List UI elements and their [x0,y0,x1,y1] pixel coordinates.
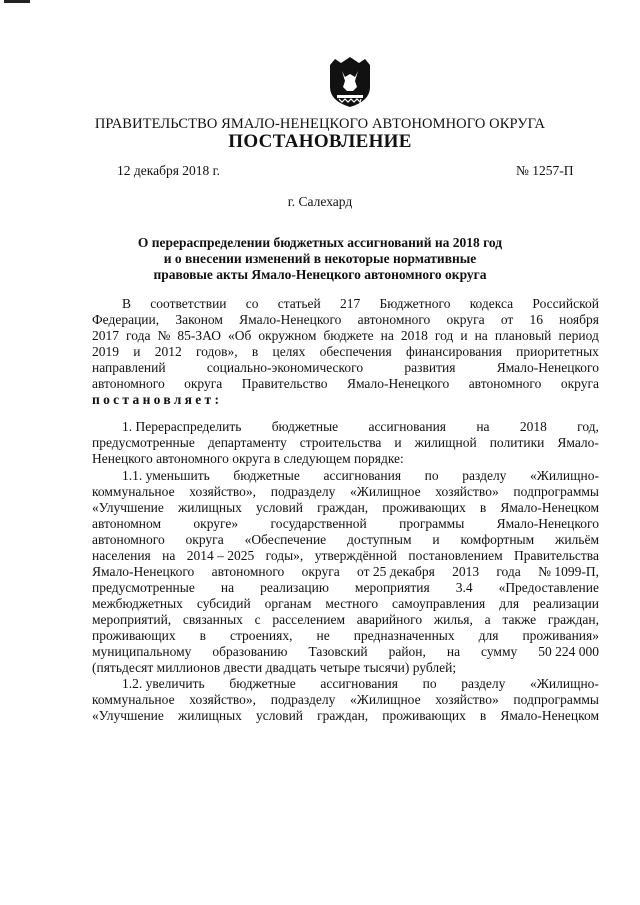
text-line [92,596,599,612]
document-subject [0,235,640,283]
word: «Жилищно- [530,468,599,483]
word: 50 224 000 [538,644,599,659]
word: жилищной [414,435,477,450]
word: 2019 [92,344,119,359]
word: жилищных [177,708,242,723]
word: и [133,344,141,359]
word: подпрограммы [513,484,599,499]
item-1-2-paragraph [92,676,599,724]
text-line [92,500,599,516]
word: годов», [195,344,238,359]
word: жилья, [433,612,473,627]
text-line [92,419,599,435]
government-name: ПРАВИТЕЛЬСТВО ЯМАЛО-НЕНЕЦКОГО АВТОНОМНОГО ОКРУГА [94,116,546,132]
word: В [122,296,132,311]
word: государственной [270,516,367,531]
word: департаменту [207,435,287,450]
word: органам [264,596,312,611]
text-line [92,548,599,564]
word: бюджете [323,328,374,343]
word: граждан, [317,708,369,723]
text-line [92,296,599,312]
word: строениях, [229,628,293,643]
text-line [92,564,599,580]
word: с [254,612,261,627]
word: предусмотренные [92,580,195,595]
word: для [499,596,520,611]
word: на [220,580,235,595]
word: хозяйство» [435,692,499,707]
word: разделу [461,676,506,691]
word: Ямало- [557,435,599,450]
subject-line: правовые акты Ямало-Ненецкого автономного округа [153,267,487,282]
word: 2012 [154,344,182,359]
document-date: 12 декабря 2018 г. [117,163,221,178]
word: Федерации, [92,312,160,327]
text-line [92,628,599,644]
word: на [474,328,488,343]
word: комфортным [460,532,535,547]
word: ноября [559,312,599,327]
word: ассигнования [368,419,447,434]
word: 2018 [519,419,547,434]
preamble-paragraph [92,296,599,408]
text-line [92,392,599,408]
word: «Жилищно- [530,676,599,691]
word: на [476,419,490,434]
word: предназначенных [353,628,455,643]
word: Правительства [514,548,599,563]
word: 217 [339,296,361,311]
word: разделу [462,468,507,483]
word: автономном [92,516,162,531]
word: по [424,468,439,483]
word: Ямало-Ненецкого [496,360,599,375]
word: коммунальное [92,484,175,499]
word: года [126,328,151,343]
word: соответствии [150,296,227,311]
word: и [394,435,402,450]
word: на [446,644,461,659]
word: политики [489,435,545,450]
word: бюджетные [229,676,296,691]
text-line: (пятьдесят миллионов двести двадцать четыре тысячи) рублей; [92,660,457,675]
word: социально-экономического [206,360,364,375]
text-line [92,580,599,596]
word: 3.4 [455,580,473,595]
word: округа [560,376,599,391]
word: Правительство [241,376,328,391]
coat-of-arms-icon [327,57,373,109]
word: проживающих [382,500,466,515]
word: мероприятия [354,580,430,595]
word: Ямало-Ненецком [500,500,599,515]
decree-word: постановляет: [92,392,223,407]
text-line [92,468,599,484]
subject-line: и о внесении изменений в некоторые нормативные [163,251,477,266]
word: ассигнования [320,676,398,691]
word: «Жилищное [350,692,421,707]
word: год, [577,419,599,434]
word: приоритетных [516,344,599,359]
word: жилищных [177,500,242,515]
word: подпрограммы [513,692,599,707]
text-line [92,692,599,708]
word: программы [399,516,465,531]
text-line [92,532,599,548]
word: условий [255,708,304,723]
word: развития [404,360,456,375]
document-number: № 1257-П [516,163,574,178]
word: год [434,328,454,343]
word: от [500,312,514,327]
word: автономного [357,312,431,327]
word: образованию [212,644,288,659]
text-line [92,376,599,392]
word: плановый [494,328,552,343]
word: «Жилищное [350,484,421,499]
word: коммунальное [92,692,175,707]
word: Тазовский [308,644,368,659]
word: расселением [272,612,346,627]
subject-line: О перераспределении бюджетных ассигнований на 2018 год [137,235,503,250]
word: местного [325,596,379,611]
word: округе» [193,516,239,531]
word: округа [185,532,224,547]
word: 1.1. уменьшить [122,468,210,483]
word: подразделу [270,692,336,707]
text-line [92,644,599,660]
word: автономного [468,376,542,391]
word: подразделу [270,484,336,499]
word: «Об [227,328,252,343]
word: утверждённой [314,548,397,563]
word: ассигнования [323,468,402,483]
word: «Обеспечение [244,532,327,547]
word: на [380,328,394,343]
word: также [502,612,537,627]
word: целях [272,344,306,359]
word: Ямало-Ненецкого [496,516,599,531]
word: Ямало-Ненецком [500,708,599,723]
text-line [92,484,599,500]
document-title: ПОСТАНОВЛЕНИЕ [228,131,412,152]
word: Ямало-Ненецкого [239,312,342,327]
item-1-1-paragraph [92,468,599,676]
word: 2014 – 2025 [186,548,255,563]
word: направлений [92,360,166,375]
word: Ямало-Ненецкого [92,564,195,579]
word: жильём [555,532,599,547]
word: аварийного [356,612,423,627]
text-line [92,516,599,532]
word: доступным [347,532,412,547]
word: со [245,296,259,311]
word: годы», [265,548,304,563]
word: окружном [258,328,317,343]
word: межбюджетных [92,596,183,611]
text-line [92,435,599,451]
word: хозяйство» [435,484,499,499]
word: № 1099-П, [538,564,599,579]
word: для [478,628,499,643]
text-line [92,312,599,328]
word: округа [184,376,223,391]
word: район, [388,644,426,659]
word: условий [255,500,304,515]
text-line [92,344,599,360]
word: в [199,628,206,643]
text-line [92,612,599,628]
word: 16 [529,312,543,327]
word: муниципальному [92,644,192,659]
word: 85-ЗАО [177,328,221,343]
word: статьей [277,296,321,311]
word: в [479,708,487,723]
word: Законом [175,312,223,327]
word: 2013 [452,564,480,579]
word: Бюджетного [379,296,451,311]
word: не [316,628,330,643]
word: и [432,532,440,547]
word: кодекса [469,296,514,311]
word: хозяйство», [189,692,257,707]
word: Российской [532,296,599,311]
word: обеспечения [319,344,392,359]
word: предусмотренные [92,435,195,450]
word: 1.2. увеличить [122,676,205,691]
word: года [496,564,521,579]
word: постановлением [408,548,503,563]
word: и [460,328,468,343]
word: на [162,548,176,563]
text-line [92,328,599,344]
word: период [558,328,599,343]
word: мероприятий, [92,612,172,627]
word: граждан, [547,612,599,627]
word: в [251,344,259,359]
word: в [479,500,487,515]
word: а [484,612,491,627]
word: реализации [533,596,599,611]
word: проживания» [522,628,599,643]
word: строительства [299,435,382,450]
word: проживающих [92,628,176,643]
word: округа [446,312,485,327]
word: от 25 декабря [357,564,435,579]
word: проживающих [382,708,466,723]
text-line [92,708,599,724]
word: 2018 [400,328,428,343]
word: «Предоставление [498,580,599,595]
word: субсидий [196,596,251,611]
word: «Улучшение [92,500,164,515]
text-line [92,360,599,376]
word: самоуправления [392,596,486,611]
word: 1. Перераспределить [122,419,242,434]
item-1-paragraph [92,419,599,467]
word: финансирования [405,344,502,359]
word: автономного [211,564,285,579]
text-line [92,676,599,692]
scan-edge-mark [4,0,30,3]
word: автономного [92,532,165,547]
word: реализацию [260,580,329,595]
document-city: г. Салехард [287,194,353,209]
text-line: Ненецкого автономного округа в следующем порядке: [92,451,404,466]
word: населения [92,548,151,563]
word: № [157,328,171,343]
word: граждан, [317,500,369,515]
word: сумму [481,644,518,659]
word: бюджетные [271,419,339,434]
word: «Улучшение [92,708,164,723]
word: округа [301,564,340,579]
word: бюджетные [233,468,300,483]
word: связанных [182,612,243,627]
word: хозяйство», [189,484,257,499]
word: 2017 [92,328,119,343]
word: Ямало-Ненецкого [346,376,450,391]
word: автономного [92,376,165,391]
word: по [422,676,437,691]
